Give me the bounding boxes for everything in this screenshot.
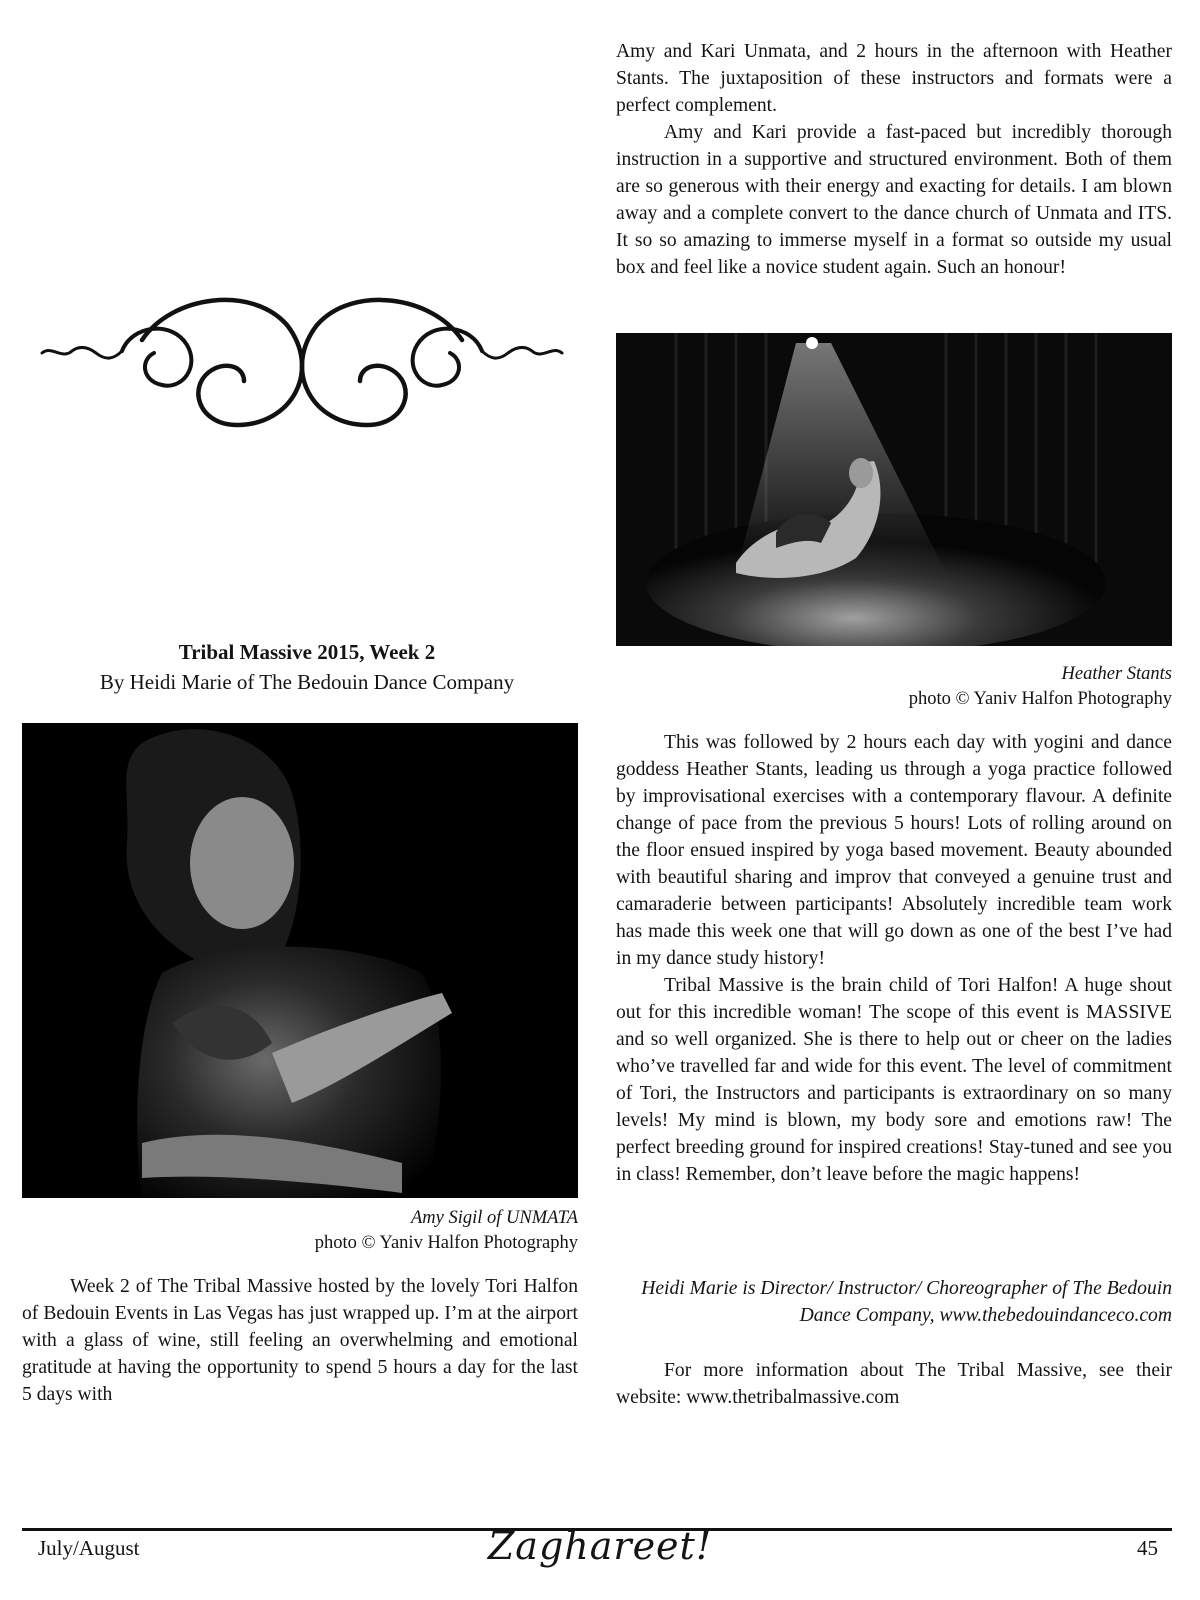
author-bio: Heidi Marie is Director/ Instructor/ Choreographer of The Bedouin Dance Company, www.thebedouindanceco.com bbox=[641, 1278, 1172, 1326]
heather-caption-name: Heather Stants bbox=[1061, 664, 1172, 684]
footer-page-number: 45 bbox=[1137, 1536, 1158, 1560]
amy-caption-credit: photo © Yaniv Halfon Photography bbox=[314, 1233, 578, 1253]
paragraph-heather: This was followed by 2 hours each day with yogini and dance goddess Heather Stants, leading us through a yoga practice followed by improvisational exercises with a contemporary flavour. A definite change of pace from the previous 5 hours! Lots of rolling around on the floor ensued inspired by yoga based movement. Beauty abounded with beautiful sharing and improv that conveyed a genuine trust and camaraderie between participants! Absolutely incredible team work has made this week one that will go down as one of the best I’ve had in my dance study history! bbox=[616, 732, 1172, 969]
more-info-block bbox=[616, 1357, 1172, 1411]
paragraph-more-info: For more information about The Tribal Massive, see their website: www.thetribalmassive.com bbox=[616, 1360, 1172, 1408]
heather-photo-caption bbox=[616, 662, 1172, 712]
right-column-top-text bbox=[616, 38, 1172, 281]
left-column-text bbox=[22, 1273, 578, 1408]
paragraph-tori: Tribal Massive is the brain child of Tori Halfon! A huge shout out for this incredible woman! The scope of this event is MASSIVE and so well organized. She is there to help out or cheer on the ladies who’ve travelled far and wide for this event. The level of commitment of Tori, the Instructors and participants is extraordinary on so many levels! My mind is blown, my body sore and emotions raw! The perfect breeding ground for inspired creations! Stay-tuned and see you in class! Remember, don’t leave before the magic happens! bbox=[616, 975, 1172, 1185]
heather-caption-credit: photo © Yaniv Halfon Photography bbox=[908, 689, 1172, 709]
article-title: Tribal Massive 2015, Week 2 bbox=[178, 640, 436, 664]
article-byline: By Heidi Marie of The Bedouin Dance Company bbox=[99, 670, 515, 694]
paragraph-amy-kari: Amy and Kari provide a fast-paced but incredibly thorough instruction in a supportive and structured environment. Both of them are so generous with their energy and exacting for details. I am blown away and a complete convert to the dance church of Unmata and ITS. It so so amazing to immerse myself in a format so outside my usual box and feel like a novice student again. Such an honour! bbox=[616, 122, 1172, 278]
heather-stants-photo bbox=[616, 333, 1172, 646]
amy-photo-caption bbox=[22, 1206, 578, 1256]
paragraph-week2: Week 2 of The Tribal Massive hosted by the lovely Tori Halfon of Bedouin Events in Las Vegas has just wrapped up. I’m at the airport with a glass of wine, still feeling an overwhelming and emotional gratitude at having the opportunity to spend 5 hours a day for the last 5 days with bbox=[22, 1276, 578, 1405]
amy-caption-name: Amy Sigil of UNMATA bbox=[411, 1208, 578, 1228]
paragraph-continuation: Amy and Kari Unmata, and 2 hours in the afternoon with Heather Stants. The juxtaposition of these instructors and formats were a perfect complement. bbox=[616, 41, 1172, 116]
footer-issue: July/August bbox=[38, 1536, 140, 1560]
decorative-flourish-ornament bbox=[22, 285, 582, 445]
footer-magazine-logo: Zaghareet! bbox=[487, 1524, 713, 1568]
right-column-mid-text bbox=[616, 729, 1172, 1188]
amy-sigil-photo bbox=[22, 723, 578, 1198]
